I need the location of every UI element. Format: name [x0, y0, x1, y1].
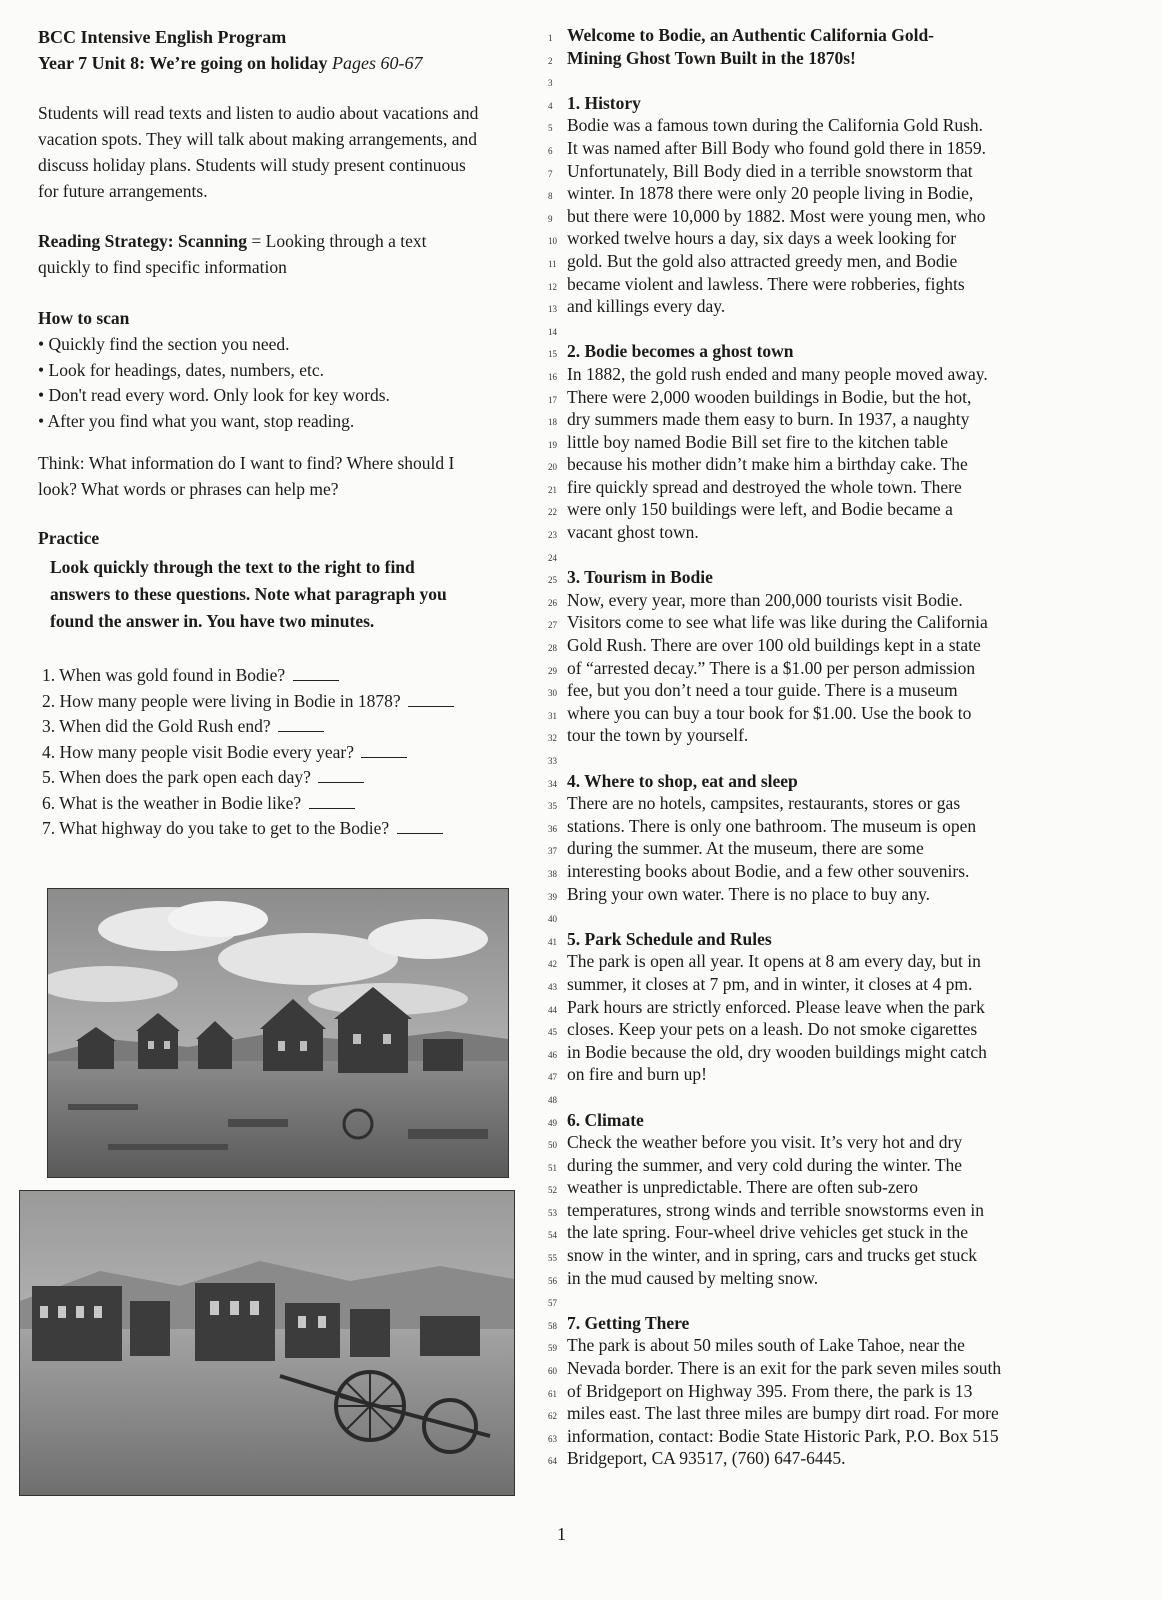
line-number: 60: [548, 1366, 557, 1377]
intro-line: for future arrangements.: [38, 181, 208, 201]
unit-title: [38, 50, 538, 76]
question-text: 2. How many people were living in Bodie in 1878?: [42, 690, 401, 711]
article-heading-line: [548, 24, 1088, 47]
line-number: 6: [548, 145, 553, 156]
article-heading-line: [548, 566, 1088, 589]
line-number: 34: [548, 778, 557, 789]
line-number: 64: [548, 1456, 557, 1467]
line-number: 52: [548, 1185, 557, 1196]
article-line: [548, 408, 1088, 431]
article-line: [548, 1447, 1088, 1470]
article-line: [548, 137, 1088, 160]
article-line: [548, 996, 1088, 1019]
line-number: 9: [548, 213, 553, 224]
line-text: vacant ghost town.: [567, 522, 699, 543]
article-line: [548, 453, 1088, 476]
strategy-definition: = Looking through a text: [247, 231, 427, 251]
line-text: There are no hotels, campsites, restaurants, stores or gas: [567, 793, 961, 814]
article-line: [548, 69, 1088, 92]
question-item: [42, 765, 538, 791]
article-line: [548, 318, 1088, 341]
answer-blank[interactable]: [408, 692, 454, 707]
line-text: stations. There is only one bathroom. The museum is open: [567, 815, 977, 836]
reading-strategy: [38, 228, 538, 280]
article-line: [548, 227, 1088, 250]
intro-line: vacation spots. They will talk about making arrangements, and: [38, 129, 478, 149]
line-text: snow in the winter, and in spring, cars and trucks get stuck: [567, 1245, 977, 1266]
article-heading-line: [548, 1109, 1088, 1132]
line-number: 62: [548, 1411, 557, 1422]
page-number: 1: [557, 1524, 566, 1544]
instruction-line: answers to these questions. Note what paragraph you: [50, 584, 447, 604]
article-line: [548, 702, 1088, 725]
article-line: [548, 1176, 1088, 1199]
article-line: [548, 679, 1088, 702]
line-number: 4: [548, 100, 553, 111]
article-line: [548, 1041, 1088, 1064]
line-text: 7. Getting There: [567, 1312, 690, 1333]
line-number: 55: [548, 1253, 557, 1264]
question-item: [42, 816, 538, 842]
article-line: [548, 1380, 1088, 1403]
ghost-town-photo-1: [47, 888, 509, 1178]
line-text: because his mother didn’t make him a birthday cake. The: [567, 454, 968, 475]
line-number: 50: [548, 1140, 557, 1151]
line-text: became violent and lawless. There were robberies, fights: [567, 273, 965, 294]
line-text: 5. Park Schedule and Rules: [567, 928, 772, 949]
line-text: dry summers made them easy to burn. In 1937, a naughty: [567, 409, 970, 430]
line-text: The park is open all year. It opens at 8 am every day, but in: [567, 951, 981, 972]
line-text: Gold Rush. There are over 100 old buildings kept in a state: [567, 635, 981, 656]
strategy-line-1: [38, 228, 538, 254]
article-line: [548, 1244, 1088, 1267]
article-line: [548, 431, 1088, 454]
line-text: Nevada border. There is an exit for the park seven miles south: [567, 1358, 1002, 1379]
article-line: [548, 363, 1088, 386]
line-text: The park is about 50 miles south of Lake Tahoe, near the: [567, 1335, 965, 1356]
article-line: [548, 544, 1088, 567]
line-number: 14: [548, 326, 557, 337]
line-text: 3. Tourism in Bodie: [567, 567, 713, 588]
line-number: 48: [548, 1094, 557, 1105]
line-number: 51: [548, 1162, 557, 1173]
article-line: [548, 657, 1088, 680]
line-number: 15: [548, 349, 557, 360]
article-line: [548, 476, 1088, 499]
article-line: [548, 498, 1088, 521]
line-text: Visitors come to see what life was like during the California: [567, 612, 988, 633]
question-text: 4. How many people visit Bodie every year?: [42, 741, 354, 762]
line-number: 43: [548, 981, 557, 992]
line-number: 22: [548, 507, 557, 518]
line-number: 38: [548, 868, 557, 879]
line-number: 39: [548, 891, 557, 902]
line-number: 26: [548, 597, 557, 608]
question-text: 3. When did the Gold Rush end?: [42, 716, 271, 736]
article-line: [548, 1267, 1088, 1290]
article-line: [548, 1402, 1088, 1425]
line-number: 59: [548, 1343, 557, 1354]
article-column: [548, 24, 1088, 1470]
line-text: in the mud caused by melting snow.: [567, 1267, 819, 1288]
line-text: Bridgeport, CA 93517, (760) 647-6445.: [567, 1448, 846, 1469]
article-line: [548, 1154, 1088, 1177]
article-line: [548, 1131, 1088, 1154]
line-number: 53: [548, 1207, 557, 1218]
line-number: 36: [548, 823, 557, 834]
article-line: [548, 950, 1088, 973]
line-text: weather is unpredictable. There are often sub-zero: [567, 1177, 918, 1198]
line-text: during the summer. At the museum, there are some: [567, 838, 924, 859]
answer-blank[interactable]: [309, 794, 355, 809]
line-number: 42: [548, 959, 557, 970]
unit-title-text: Year 7 Unit 8: We’re going on holiday: [38, 53, 328, 73]
line-text: Bring your own water. There is no place to buy any.: [567, 883, 931, 904]
line-text: Bodie was a famous town during the California Gold Rush.: [567, 115, 984, 136]
line-text: Check the weather before you visit. It’s very hot and dry: [567, 1132, 963, 1153]
line-number: 33: [548, 756, 557, 766]
line-text: temperatures, strong winds and terrible snowstorms even in: [567, 1199, 984, 1220]
article-line: [548, 1334, 1088, 1357]
article-line: [548, 747, 1088, 770]
list-item: • Don't read every word. Only look for key words.: [38, 385, 390, 405]
how-to-scan-title: How to scan: [38, 308, 130, 328]
practice-instructions: [50, 554, 538, 635]
strategy-term: Reading Strategy: Scanning: [38, 231, 248, 251]
line-number: 27: [548, 620, 557, 631]
line-text: but there were 10,000 by 1882. Most were young men, who: [567, 205, 986, 226]
article-line: [548, 273, 1088, 296]
line-number: 8: [548, 191, 553, 202]
instruction-line: found the answer in. You have two minutes.: [50, 611, 375, 631]
line-number: 45: [548, 1027, 557, 1038]
answer-blank[interactable]: [278, 717, 324, 732]
line-text: of Bridgeport on Highway 395. From there, the park is 13: [567, 1380, 973, 1401]
line-number: 16: [548, 371, 557, 382]
ghost-town-photo-1-image: [48, 889, 508, 1177]
line-text: closes. Keep your pets on a leash. Do not smoke cigarettes: [567, 1019, 978, 1040]
article-line: [548, 160, 1088, 183]
line-number: 41: [548, 936, 557, 947]
practice-title: Practice: [38, 528, 100, 548]
line-number: 58: [548, 1320, 557, 1331]
line-number: 47: [548, 1072, 557, 1083]
line-text: worked twelve hours a day, six days a week looking for: [567, 228, 957, 249]
article-line: [548, 860, 1088, 883]
line-text: Mining Ghost Town Built in the 1870s!: [567, 47, 856, 68]
line-number: 61: [548, 1388, 557, 1399]
line-text: It was named after Bill Body who found gold there in 1859.: [567, 137, 986, 158]
line-number: 40: [548, 914, 557, 925]
line-text: Welcome to Bodie, an Authentic California Gold-: [567, 25, 935, 45]
article-line: [548, 114, 1088, 137]
line-number: 54: [548, 1230, 557, 1241]
question-item: [42, 740, 538, 766]
question-text: 5. When does the park open each day?: [42, 767, 311, 787]
line-text: summer, it closes at 7 pm, and in winter, it closes at 4 pm.: [567, 973, 973, 994]
article-line: [548, 1063, 1088, 1086]
article-line: [548, 205, 1088, 228]
line-text: Unfortunately, Bill Body died in a terrible snowstorm that: [567, 160, 973, 181]
line-number: 21: [548, 484, 557, 495]
line-text: the late spring. Four-wheel drive vehicles get stuck in the: [567, 1222, 969, 1243]
line-number: 12: [548, 281, 557, 292]
article-heading-line: [548, 1312, 1088, 1335]
think-line: Think: What information do I want to find? Where should I: [38, 453, 455, 473]
line-text: miles east. The last three miles are bumpy dirt road. For more: [567, 1403, 999, 1424]
intro-line: Students will read texts and listen to audio about vacations and: [38, 103, 479, 123]
list-item: • After you find what you want, stop reading.: [38, 410, 355, 431]
line-text: tour the town by yourself.: [567, 725, 749, 746]
question-item: [42, 714, 538, 740]
article-line: [548, 792, 1088, 815]
article-heading-line: [548, 47, 1088, 70]
article-line: [548, 815, 1088, 838]
question-text: 7. What highway do you take to get to the Bodie?: [42, 818, 390, 838]
article-line: [548, 1357, 1088, 1380]
line-text: fee, but you don’t need a tour guide. There is a museum: [567, 680, 958, 701]
line-number: 49: [548, 1117, 557, 1128]
line-number: 1: [548, 33, 553, 43]
article-line: [548, 973, 1088, 996]
think-prompt: [38, 450, 538, 502]
line-text: 2. Bodie becomes a ghost town: [567, 341, 794, 362]
line-number: 44: [548, 1004, 557, 1015]
line-number: 63: [548, 1433, 557, 1444]
article-line: [548, 883, 1088, 906]
line-number: 24: [548, 552, 557, 563]
list-item: • Quickly find the section you need.: [38, 334, 290, 354]
line-number: 18: [548, 417, 557, 428]
article-line: [548, 1086, 1088, 1109]
line-number: 13: [548, 304, 557, 315]
line-number: 31: [548, 710, 557, 721]
article-line: [548, 386, 1088, 409]
line-text: 4. Where to shop, eat and sleep: [567, 770, 798, 791]
line-number: 19: [548, 439, 557, 450]
article-heading-line: [548, 340, 1088, 363]
ghost-town-photo-2: [19, 1190, 515, 1496]
line-text: and killings every day.: [567, 296, 726, 317]
program-title: BCC Intensive English Program: [38, 27, 287, 47]
answer-blank[interactable]: [293, 666, 339, 681]
article-heading-line: [548, 770, 1088, 793]
line-text: winter. In 1878 there were only 20 people living in Bodie,: [567, 183, 974, 204]
ghost-town-photo-2-image: [20, 1191, 514, 1495]
line-number: 2: [548, 55, 553, 66]
article-heading-line: [548, 928, 1088, 951]
line-number: 10: [548, 236, 557, 247]
intro-line: discuss holiday plans. Students will study present continuous: [38, 155, 466, 175]
article-line: [548, 250, 1088, 273]
line-number: 25: [548, 575, 557, 586]
line-number: 5: [548, 123, 553, 134]
line-text: 1. History: [567, 92, 641, 113]
line-text: In 1882, the gold rush ended and many people moved away.: [567, 363, 988, 384]
how-to-scan-list: [38, 332, 538, 434]
article-line: [548, 589, 1088, 612]
article-line: [548, 724, 1088, 747]
line-text: interesting books about Bodie, and a few other souvenirs.: [567, 860, 970, 881]
line-text: during the summer, and very cold during the winter. The: [567, 1154, 963, 1175]
line-text: of “arrested decay.” There is a $1.00 per person admission: [567, 657, 976, 678]
article-line: [548, 521, 1088, 544]
practice-questions: [42, 663, 538, 842]
line-text: on fire and burn up!: [567, 1064, 707, 1085]
line-text: information, contact: Bodie State Historic Park, P.O. Box 515: [567, 1425, 999, 1446]
line-number: 23: [548, 530, 557, 541]
line-text: little boy named Bodie Bill set fire to the kitchen table: [567, 431, 949, 452]
article-line: [548, 905, 1088, 928]
line-number: 57: [548, 1298, 557, 1309]
line-number: 17: [548, 394, 557, 405]
article-line: [548, 182, 1088, 205]
line-number: 11: [548, 258, 557, 269]
line-number: 20: [548, 462, 557, 473]
article-line: [548, 1289, 1088, 1312]
answer-blank[interactable]: [361, 743, 407, 758]
line-number: 29: [548, 665, 557, 676]
intro-paragraph: [38, 100, 538, 204]
question-item: [42, 791, 538, 817]
article-heading-line: [548, 92, 1088, 115]
line-number: 32: [548, 733, 557, 744]
line-text: Park hours are strictly enforced. Please leave when the park: [567, 996, 985, 1017]
line-text: 6. Climate: [567, 1109, 644, 1130]
left-column: [38, 24, 538, 842]
answer-blank[interactable]: [318, 768, 364, 783]
line-number: 7: [548, 168, 553, 179]
question-text: 6. What is the weather in Bodie like?: [42, 792, 302, 813]
line-text: were only 150 buildings were left, and Bodie became a: [567, 499, 953, 520]
strategy-line-2: quickly to find specific information: [38, 257, 287, 277]
question-item: [42, 663, 538, 689]
article-line: [548, 634, 1088, 657]
instruction-line: Look quickly through the text to the right to find: [50, 557, 415, 577]
article-line: [548, 1018, 1088, 1041]
think-line: look? What words or phrases can help me?: [38, 479, 339, 499]
article-line: [548, 611, 1088, 634]
list-item: • Look for headings, dates, numbers, etc.: [38, 359, 325, 380]
line-number: 3: [548, 78, 553, 89]
line-text: in Bodie because the old, dry wooden buildings might catch: [567, 1041, 987, 1062]
line-number: 46: [548, 1049, 557, 1060]
line-text: Now, every year, more than 200,000 tourists visit Bodie.: [567, 589, 963, 610]
line-text: where you can buy a tour book for $1.00. Use the book to: [567, 702, 972, 723]
article-line: [548, 1221, 1088, 1244]
line-number: 37: [548, 846, 557, 857]
line-number: 30: [548, 688, 557, 699]
question-item: [42, 689, 538, 715]
question-text: 1. When was gold found in Bodie?: [42, 665, 286, 685]
line-number: 56: [548, 1275, 557, 1286]
line-number: 35: [548, 801, 557, 812]
article-line: [548, 837, 1088, 860]
line-text: There were 2,000 wooden buildings in Bodie, but the hot,: [567, 386, 972, 407]
article-line: [548, 295, 1088, 318]
unit-pages: Pages 60-67: [332, 53, 423, 73]
article-line: [548, 1425, 1088, 1448]
line-text: gold. But the gold also attracted greedy men, and Bodie: [567, 250, 958, 271]
article-line: [548, 1199, 1088, 1222]
line-number: 28: [548, 643, 557, 654]
answer-blank[interactable]: [397, 819, 443, 834]
line-text: fire quickly spread and destroyed the whole town. There: [567, 476, 962, 497]
